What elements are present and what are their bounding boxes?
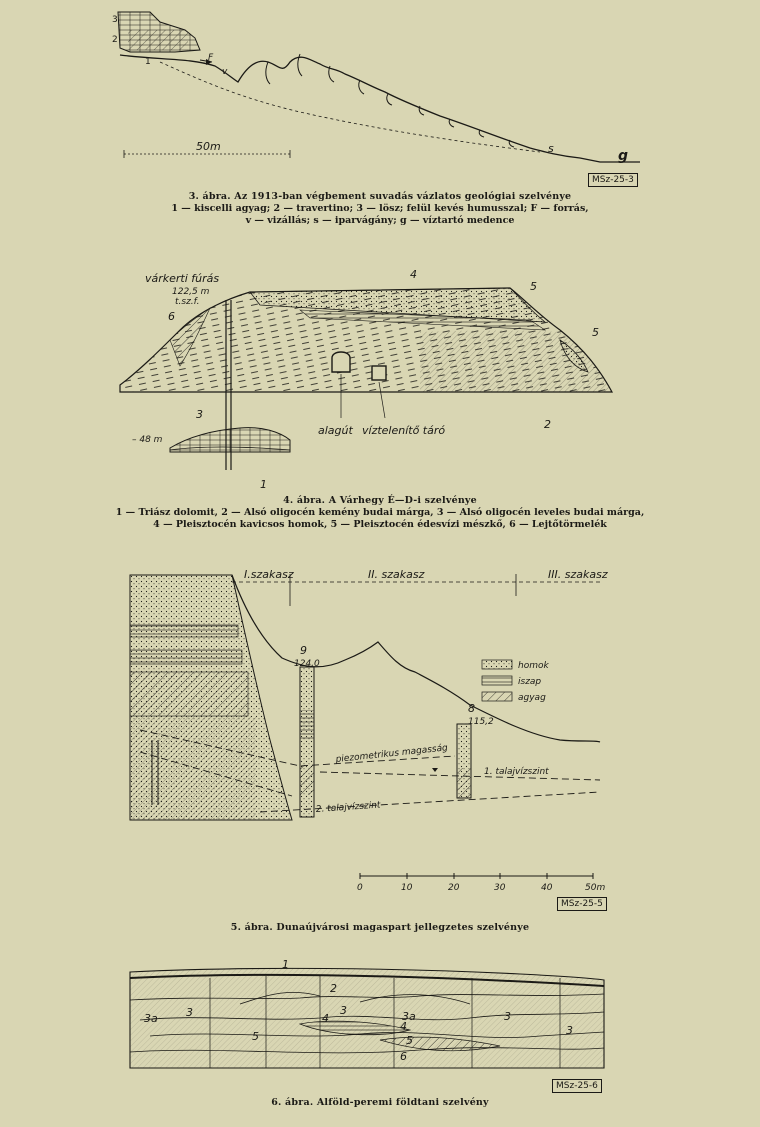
fig4-bore-sub: t.sz.f.: [175, 297, 200, 307]
figure-5-dunaujvaros-section: [0, 560, 760, 920]
fig3-caption: [0, 191, 760, 227]
fig6-label-5: 5: [406, 1034, 413, 1047]
fig3-water-level-label: v: [222, 67, 228, 77]
fig3-layer-1-label: 1: [145, 57, 151, 67]
fig6-caption: [0, 1097, 760, 1109]
fig3-basin-label: g: [618, 148, 629, 164]
fig4-bore-title: várkerti fúrás: [145, 272, 220, 285]
fig6-label-3b: 3: [340, 1004, 347, 1017]
fig3-caption-title: 3. ábra. Az 1913-ban végbement suvadás vázlatos geológiai szelvénye: [188, 191, 572, 202]
fig4-caption: [0, 495, 760, 531]
fig5-scale-50: 50m: [585, 883, 606, 893]
fig4-label-6: 6: [168, 310, 175, 323]
fig3-spring-label: F: [208, 53, 214, 63]
fig4-caption-line2: 4 — Pleisztocén kavicsos homok, 5 — Pleisztocén édesvízi mészkő, 6 — Lejtőtörmelék: [153, 519, 607, 530]
fig6-label-2: 2: [330, 982, 337, 995]
fig4-gallery-label: víztelenítő táró: [362, 424, 446, 437]
fig5-caption: [0, 922, 760, 934]
fig5-scale-bar: [357, 873, 605, 893]
fig5-section-2: II. szakasz: [368, 568, 425, 581]
fig3-rail-label: s: [548, 142, 554, 155]
fig6-label-3c: 3: [504, 1010, 511, 1023]
fig3-caption-line1: 1 — kiscelli agyag; 2 — travertino; 3 — lösz; felül kevés humusszal; F — forrás,: [171, 203, 589, 214]
fig5-caption-title: 5. ábra. Dunaújvárosi magaspart jellegzetes szelvénye: [230, 922, 530, 933]
fig5-scale-0: 0: [357, 883, 363, 893]
fig5-section-1: I.szakasz: [244, 568, 294, 581]
fig5-scale-10: 10: [401, 883, 413, 893]
fig3-slide-scarps: [266, 54, 514, 147]
fig5-legend: [482, 660, 549, 703]
fig5-section-3: III. szakasz: [548, 568, 608, 581]
fig5-piezo-label: piezometrikus magasság: [335, 743, 449, 765]
fig6-label-3a-mid: 3a: [402, 1010, 416, 1023]
fig5-scale-20: 20: [448, 883, 460, 893]
fig5-water1-label: 1. talajvízszint: [484, 767, 549, 777]
fig3-scale-label: 50m: [196, 140, 221, 153]
fig4-label-5b: 5: [592, 326, 599, 339]
fig3-stamp: MSz-25-3: [588, 173, 638, 187]
fig6-label-5b: 5: [252, 1030, 259, 1043]
fig5-ground-surface: [232, 575, 600, 742]
fig6-caption-title: 6. ábra. Alföld-peremi földtani szelvény: [271, 1097, 489, 1108]
fig4-label-4: 4: [410, 268, 417, 281]
fig5-bore9-elev: 124,0: [294, 659, 320, 669]
fig6-label-4a: 4: [322, 1012, 329, 1025]
fig5-legend-homok: homok: [518, 661, 549, 671]
fig4-tunnel: [332, 352, 350, 372]
fig3-layer-2-label: 2: [112, 35, 118, 45]
fig4-bore-elev: 122,5 m: [172, 287, 210, 297]
fig6-label-4b: 4: [400, 1020, 407, 1033]
fig5-clay-band-2: [130, 650, 242, 664]
fig5-scale-30: 30: [494, 883, 506, 893]
fig3-caption-line2: v — vizállás; s — iparvágány; g — víztartó medence: [245, 215, 515, 226]
fig5-clay-band-1: [130, 625, 238, 637]
figure-6-alfold-section: [0, 955, 760, 1085]
fig4-label-2: 2: [544, 418, 551, 431]
fig5-water2-label: 2. talajvízszint: [315, 800, 381, 815]
fig6-label-3d: 3: [566, 1024, 573, 1037]
fig4-tunnel-label: alagút: [318, 424, 353, 437]
fig4-caption-title: 4. ábra. A Várhegy É—D-i szelvénye: [283, 495, 477, 506]
fig5-clay-band-3: [130, 672, 248, 716]
fig6-label-3a: 3: [186, 1006, 193, 1019]
fig4-label-3: 3: [196, 408, 203, 421]
fig5-bore9-label: 9: [300, 644, 307, 657]
fig5-bore8-elev: 115,2: [468, 717, 494, 727]
fig3-travertine-block: [128, 30, 188, 50]
fig4-label-1: 1: [260, 478, 267, 491]
fig4-region-2: [420, 331, 612, 393]
fig5-bore8-label: 8: [468, 702, 475, 715]
fig5-clay-band-4: [130, 716, 256, 820]
fig4-gallery: [372, 366, 386, 380]
fig4-label-5a: 5: [530, 280, 537, 293]
fig5-legend-agyag: agyag: [518, 693, 546, 703]
figure-3-landslide-section: [0, 0, 760, 190]
fig4-depth-label: – 48 m: [132, 435, 163, 445]
figure-4-varhegy-section: [0, 260, 760, 490]
fig6-label-6: 6: [400, 1050, 407, 1063]
fig6-label-3a-left: 3a: [144, 1012, 158, 1025]
fig3-layer-3-label: 3: [112, 15, 118, 25]
fig4-caption-line1: 1 — Triász dolomit, 2 — Alsó oligocén kemény budai márga, 3 — Alsó oligocén leveles budai márga,: [115, 507, 645, 518]
fig5-legend-iszap: iszap: [518, 677, 542, 687]
fig5-scale-40: 40: [541, 883, 553, 893]
fig6-label-1: 1: [282, 958, 289, 971]
fig6-stamp: MSz-25-6: [552, 1079, 602, 1093]
fig5-stamp: MSz-25-5: [557, 897, 607, 911]
